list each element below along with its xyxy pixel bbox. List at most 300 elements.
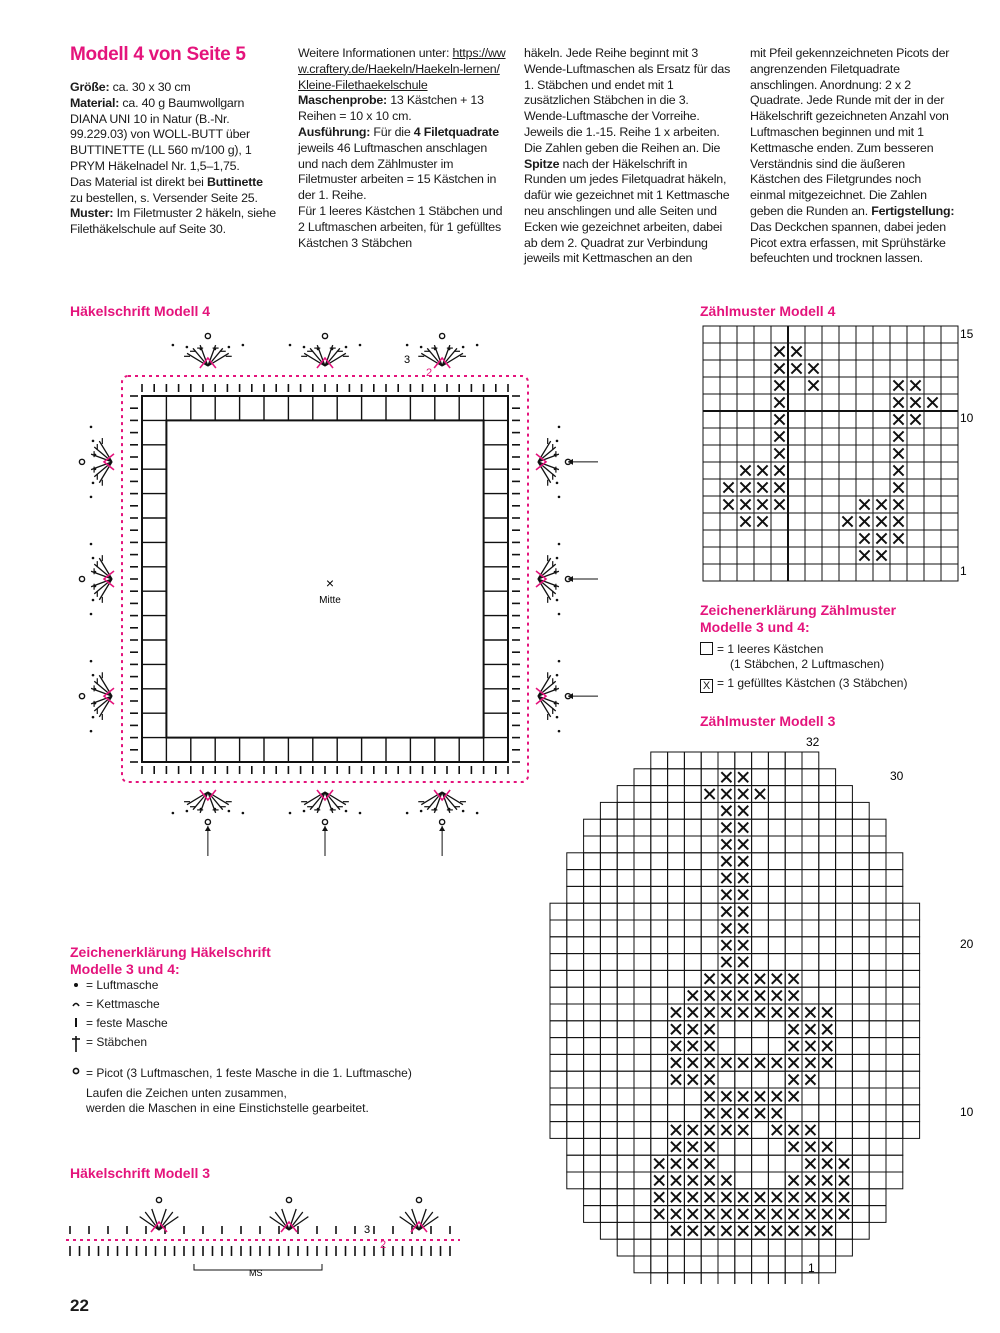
chart-cell <box>617 987 634 1004</box>
chart-cell <box>852 1122 869 1139</box>
chart-cell <box>869 836 886 853</box>
filled-cell-mark <box>671 1058 681 1068</box>
chart-cell <box>735 1038 752 1055</box>
chart-cell <box>600 819 617 836</box>
chart-cell <box>907 428 924 445</box>
chart-cell <box>668 970 685 987</box>
row-label-1: 1 <box>808 1261 815 1275</box>
chart-cell <box>735 1021 752 1038</box>
chart-cell <box>886 903 903 920</box>
staebchen-icon <box>72 1036 80 1052</box>
filled-cell-mark <box>755 1007 765 1017</box>
filled-cell-mark <box>688 1075 698 1085</box>
chart-cell <box>668 1239 685 1256</box>
legend-empty-square: = 1 leeres Kästchen (1 Stäbchen, 2 Luftmaschen) <box>700 642 884 672</box>
text-column-3: häkeln. Jede Reihe beginnt mit 3 Wende-Luftmaschen als Ersatz für das 1. Stäbchen und endet mit 1 zusätzlichen Stäbchen in die 3. Wende-Luftmasche der Vorreihe. Jeweils die 1.-15. Reihe 1 x arbeiten. Die Zahlen geben die Reihen an. Die Spitze nach der Häkelschrift in Runden um jedes Filetquadrat häkeln, dafür wie gezeichnet mit 1 Kettmasche neu anschlingen und alle Seiten und Ecken wie gezeichnet arbeiten, dabei ab dem 2. Quadrat zur Verbindung jeweils mit Kettmaschen an den <box>524 46 731 266</box>
chart-cell <box>768 1138 785 1155</box>
filled-cell-mark <box>654 1209 664 1219</box>
filled-cell-mark <box>772 1108 782 1118</box>
chart-cell <box>852 1189 869 1206</box>
chart-pattern-model-3 <box>548 732 988 1284</box>
chart-cell <box>805 547 822 564</box>
chart-cell <box>785 853 802 870</box>
chart-cell <box>600 1004 617 1021</box>
chart-cell <box>924 479 941 496</box>
chart-pattern-model-4 <box>700 322 990 582</box>
chart-cell <box>822 547 839 564</box>
filled-cell-mark <box>738 1058 748 1068</box>
chart-cell <box>703 530 720 547</box>
chart-cell <box>737 326 754 343</box>
chart-cell <box>634 802 651 819</box>
chart-cell <box>684 1256 701 1273</box>
chart-cell <box>634 870 651 887</box>
chart-cell <box>924 411 941 428</box>
chart-cell <box>785 819 802 836</box>
filled-cell-mark <box>721 1226 731 1236</box>
chart-cell <box>701 903 718 920</box>
chart-cell <box>852 1206 869 1223</box>
chart-cell <box>890 343 907 360</box>
chart-cell <box>822 445 839 462</box>
filled-cell-mark <box>772 1192 782 1202</box>
chart-cell <box>886 1054 903 1071</box>
chart-cell <box>634 1071 651 1088</box>
filled-cell-mark <box>789 1175 799 1185</box>
filled-cell-mark <box>822 1226 832 1236</box>
chart-cell <box>752 954 769 971</box>
chart-cell <box>634 886 651 903</box>
filled-cell-mark <box>671 1125 681 1135</box>
chart-cell <box>567 853 584 870</box>
chart-cell <box>720 326 737 343</box>
filled-cell-mark <box>705 1192 715 1202</box>
filled-cell-mark <box>772 1007 782 1017</box>
filled-cell-mark <box>671 1007 681 1017</box>
chart-cell <box>785 752 802 769</box>
chart-cell <box>600 1189 617 1206</box>
chart-cell <box>890 326 907 343</box>
filled-cell-mark <box>805 1007 815 1017</box>
chart-cell <box>720 462 737 479</box>
chart-cell <box>600 1021 617 1038</box>
round-2-label: 2 <box>380 1239 387 1251</box>
filled-cell-mark <box>705 1108 715 1118</box>
filled-cell-mark <box>839 1175 849 1185</box>
filled-cell-mark <box>755 1192 765 1202</box>
chart-cell <box>754 360 771 377</box>
chart-cell <box>684 836 701 853</box>
chart-cell <box>634 903 651 920</box>
chart-cell <box>752 1138 769 1155</box>
chart-cell <box>567 1004 584 1021</box>
chart-cell <box>651 886 668 903</box>
scallop-fan <box>79 543 114 616</box>
chart-cell <box>907 343 924 360</box>
crochet-diagram-model-3 <box>64 1188 484 1278</box>
chart-cell <box>869 1004 886 1021</box>
chart-cell <box>768 1155 785 1172</box>
scallop-fan <box>536 426 571 499</box>
chart-cell <box>873 343 890 360</box>
filled-square-icon: X <box>700 679 713 693</box>
chart-cell <box>684 937 701 954</box>
filled-cell-mark <box>789 1058 799 1068</box>
filled-cell-mark <box>688 1192 698 1202</box>
chart-cell <box>737 564 754 581</box>
info-link[interactable]: https://www.craftery.de/Haekeln/Haekeln-lernen/Kleine-Filethaekelschule <box>298 46 506 92</box>
filled-cell-mark <box>859 533 869 543</box>
chart-cell <box>567 1088 584 1105</box>
filled-cell-mark <box>839 1192 849 1202</box>
filled-cell-mark <box>805 1192 815 1202</box>
chart-cell <box>852 1054 869 1071</box>
chart-cell <box>907 564 924 581</box>
filled-cell-mark <box>789 1125 799 1135</box>
chart-cell <box>768 870 785 887</box>
chart-cell <box>802 836 819 853</box>
chart-cell <box>567 870 584 887</box>
chart-cell <box>720 394 737 411</box>
row-label-10: 10 <box>960 1105 974 1119</box>
filled-cell-mark <box>805 1075 815 1085</box>
chart-cell <box>869 1088 886 1105</box>
chart-cell <box>768 1172 785 1189</box>
filled-cell-mark <box>893 397 903 407</box>
chart-cell <box>924 326 941 343</box>
chart-cell <box>651 1222 668 1239</box>
chart-cell <box>836 836 853 853</box>
chart-cell <box>805 428 822 445</box>
chart-cell <box>737 377 754 394</box>
filled-cell-mark <box>772 1209 782 1219</box>
chart-cell <box>768 937 785 954</box>
chart-cell <box>785 1256 802 1273</box>
chart-cell <box>567 1122 584 1139</box>
filled-cell-mark <box>839 1209 849 1219</box>
chart-cell <box>856 411 873 428</box>
chart-cell <box>819 1088 836 1105</box>
filled-cell-mark <box>671 1142 681 1152</box>
chart-cell <box>785 802 802 819</box>
chart-cell <box>941 445 958 462</box>
filled-cell-mark <box>721 1058 731 1068</box>
chart-cell <box>752 886 769 903</box>
center-label: Mitte <box>319 595 341 606</box>
filled-cell-mark <box>721 923 731 933</box>
chart-cell <box>550 1105 567 1122</box>
chart-cell <box>634 954 651 971</box>
filled-cell-mark <box>789 1226 799 1236</box>
legend-picot: = Picot (3 Luftmaschen, 1 feste Masche in die 1. Luftmasche) <box>86 1066 412 1080</box>
chart-cell <box>852 970 869 987</box>
filled-cell-mark <box>740 482 750 492</box>
filled-cell-mark <box>805 1209 815 1219</box>
chart-cell <box>822 530 839 547</box>
chart-cell <box>752 853 769 870</box>
chart-cell <box>771 564 788 581</box>
filled-cell-mark <box>822 1058 832 1068</box>
filled-cell-mark <box>721 991 731 1001</box>
chart-cell <box>924 547 941 564</box>
filled-cell-mark <box>721 1007 731 1017</box>
filled-cell-mark <box>910 397 920 407</box>
chart-cell <box>651 1122 668 1139</box>
chart-cell <box>684 970 701 987</box>
chart-cell <box>819 870 836 887</box>
scallop-fan <box>406 790 479 825</box>
chart-cell <box>567 1105 584 1122</box>
chart-cell <box>805 445 822 462</box>
chart-cell <box>617 1206 634 1223</box>
chart-cell <box>869 1189 886 1206</box>
scallop-fan <box>79 660 114 733</box>
chart-cell <box>941 496 958 513</box>
chart-cell <box>684 752 701 769</box>
chart-cell <box>651 786 668 803</box>
chart-cell <box>822 496 839 513</box>
chart-cell <box>924 377 941 394</box>
chart-cell <box>768 903 785 920</box>
filled-cell-mark <box>721 974 731 984</box>
scallop-fan <box>289 333 362 368</box>
chart-cell <box>802 769 819 786</box>
chart-cell <box>941 547 958 564</box>
chart-cell <box>839 496 856 513</box>
chart-cell <box>805 411 822 428</box>
chart-cell <box>701 802 718 819</box>
chart-cell <box>584 1105 601 1122</box>
chart-cell <box>584 1088 601 1105</box>
chart-cell <box>668 802 685 819</box>
filled-cell-mark <box>671 1209 681 1219</box>
chart-cell <box>924 360 941 377</box>
chart-cell <box>805 326 822 343</box>
chart-cell <box>703 343 720 360</box>
chart-cell <box>701 1256 718 1273</box>
chart-cell <box>634 920 651 937</box>
chart-cell <box>617 970 634 987</box>
chart-cell <box>668 1256 685 1273</box>
chart-cell <box>819 1256 836 1273</box>
chart-cell <box>617 1038 634 1055</box>
chart-cell <box>941 564 958 581</box>
chart-cell <box>752 937 769 954</box>
chart-cell <box>752 870 769 887</box>
filled-cell-mark <box>671 1175 681 1185</box>
chart-cell <box>852 1222 869 1239</box>
filled-cell-mark <box>721 772 731 782</box>
filled-cell-mark <box>805 1024 815 1034</box>
filled-cell-mark <box>705 1041 715 1051</box>
filled-cell-mark <box>774 448 784 458</box>
filled-cell-mark <box>705 1091 715 1101</box>
filled-cell-mark <box>805 1175 815 1185</box>
chart-cell <box>856 479 873 496</box>
chart-cell <box>802 802 819 819</box>
chart-cell <box>886 1155 903 1172</box>
chart-cell <box>584 987 601 1004</box>
filled-cell-mark <box>893 431 903 441</box>
chart-cell <box>567 970 584 987</box>
chart-cell <box>903 903 920 920</box>
row-label-32: 32 <box>806 735 820 749</box>
chart-cell <box>584 1138 601 1155</box>
chart-cell <box>720 564 737 581</box>
filled-cell-mark <box>671 1041 681 1051</box>
chart-cell <box>634 769 651 786</box>
chart-cell <box>869 1138 886 1155</box>
filled-cell-mark <box>772 1226 782 1236</box>
chart-cell <box>839 428 856 445</box>
chart-cell <box>886 1021 903 1038</box>
filled-cell-mark <box>805 1058 815 1068</box>
picot-icon <box>440 333 445 338</box>
filled-cell-mark <box>774 414 784 424</box>
chart-cell <box>768 786 785 803</box>
filled-cell-mark <box>876 516 886 526</box>
chart-cell <box>584 954 601 971</box>
chart-cell <box>651 836 668 853</box>
chart-cell <box>768 853 785 870</box>
filled-cell-mark <box>772 1058 782 1068</box>
chart-cell <box>907 496 924 513</box>
chart-cell <box>805 343 822 360</box>
chart-cell <box>718 752 735 769</box>
legend-staebchen: = Stäbchen <box>86 1035 148 1049</box>
filled-cell-mark <box>705 1075 715 1085</box>
chart-cell <box>802 870 819 887</box>
chart-cell <box>651 987 668 1004</box>
chart-cell <box>634 987 651 1004</box>
chart-cell <box>718 1021 735 1038</box>
chart-cell <box>720 377 737 394</box>
filled-cell-mark <box>738 991 748 1001</box>
chart-cell <box>819 903 836 920</box>
chart-cell <box>600 1222 617 1239</box>
filled-cell-mark <box>688 1007 698 1017</box>
filled-cell-mark <box>774 363 784 373</box>
filled-cell-mark <box>789 974 799 984</box>
chart-cell <box>684 870 701 887</box>
chart-cell <box>617 1239 634 1256</box>
chart-cell <box>684 1105 701 1122</box>
filled-cell-mark <box>772 974 782 984</box>
chart-cell <box>819 802 836 819</box>
filled-cell-mark <box>822 1159 832 1169</box>
chart-cell <box>852 1021 869 1038</box>
chart-cell <box>617 1155 634 1172</box>
chart-cell <box>617 886 634 903</box>
chart-cell <box>651 1273 668 1284</box>
chart-cell <box>668 937 685 954</box>
filled-cell-mark <box>740 516 750 526</box>
chart-cell <box>600 920 617 937</box>
chart-cell <box>802 970 819 987</box>
chart-cell <box>550 1122 567 1139</box>
filled-cell-mark <box>738 1007 748 1017</box>
chart-cell <box>754 411 771 428</box>
chart-cell <box>754 326 771 343</box>
filled-cell-mark <box>671 1226 681 1236</box>
chart-cell <box>924 564 941 581</box>
chart-cell <box>836 1004 853 1021</box>
chart-cell <box>752 1239 769 1256</box>
chart-cell <box>752 836 769 853</box>
chart-cell <box>668 752 685 769</box>
filled-cell-mark <box>671 1159 681 1169</box>
chart-cell <box>634 1172 651 1189</box>
chart-cell <box>600 1138 617 1155</box>
chart-cell <box>634 1189 651 1206</box>
chart-cell <box>836 886 853 903</box>
chart-cell <box>752 819 769 836</box>
chart-cell <box>886 954 903 971</box>
chart-cell <box>617 853 634 870</box>
chart-cell <box>836 1239 853 1256</box>
page-number: 22 <box>70 1296 89 1315</box>
filled-cell-mark <box>738 1091 748 1101</box>
filled-cell-mark <box>738 890 748 900</box>
chart-cell <box>819 987 836 1004</box>
chart-cell <box>584 903 601 920</box>
chart-cell <box>802 1105 819 1122</box>
chart-cell <box>651 1088 668 1105</box>
text-column-1: Größe: ca. 30 x 30 cm Material: ca. 40 g Baumwollgarn DIANA UNI 10 in Natur (B.-Nr. 99.229.03) von WOLL-BUTT über BUTTINETTE (LL 560 m/100 g), 1 PRYM Häkelnadel Nr. 1,5–1,75. Das Material ist direkt bei Buttinette zu bestellen, s. Versender Seite 25. Muster: Im Filetmuster 2 häkeln, siehe Filethäkelschule auf Seite 30. <box>70 80 276 237</box>
chart-cell <box>735 1155 752 1172</box>
filled-cell-mark <box>876 533 886 543</box>
filled-cell-mark <box>822 1007 832 1017</box>
filled-cell-mark <box>805 1142 815 1152</box>
chart-cell <box>634 1256 651 1273</box>
chart-cell <box>684 903 701 920</box>
filled-cell-mark <box>721 1108 731 1118</box>
filled-cell-mark <box>822 1175 832 1185</box>
chart-cell <box>634 819 651 836</box>
chart-cell <box>852 1138 869 1155</box>
picot-icon <box>205 819 210 824</box>
chart-cell <box>856 462 873 479</box>
chart-cell <box>752 1273 769 1284</box>
chart-cell <box>735 1071 752 1088</box>
filled-cell-mark <box>705 1209 715 1219</box>
filled-cell-mark <box>740 499 750 509</box>
filled-cell-mark <box>757 499 767 509</box>
filled-cell-mark <box>822 1142 832 1152</box>
chart-cell <box>822 377 839 394</box>
chart-cell <box>788 479 805 496</box>
chart-cell <box>822 360 839 377</box>
chart-cell <box>836 786 853 803</box>
chart-cell <box>752 1038 769 1055</box>
filled-cell-mark <box>808 380 818 390</box>
chart-cell <box>819 970 836 987</box>
page-title: Modell 4 von Seite 5 <box>70 44 246 65</box>
chart-cell <box>768 1021 785 1038</box>
chart-cell <box>634 1021 651 1038</box>
chart-cell <box>701 920 718 937</box>
filled-cell-mark <box>721 940 731 950</box>
filled-cell-mark <box>738 839 748 849</box>
empty-square-icon <box>700 642 713 655</box>
chart-cell <box>703 428 720 445</box>
chart-cell <box>701 853 718 870</box>
chart-cell <box>839 377 856 394</box>
chart-cell <box>785 1239 802 1256</box>
chart-cell <box>584 1071 601 1088</box>
center-mark: × <box>325 575 335 591</box>
chart-cell <box>668 786 685 803</box>
